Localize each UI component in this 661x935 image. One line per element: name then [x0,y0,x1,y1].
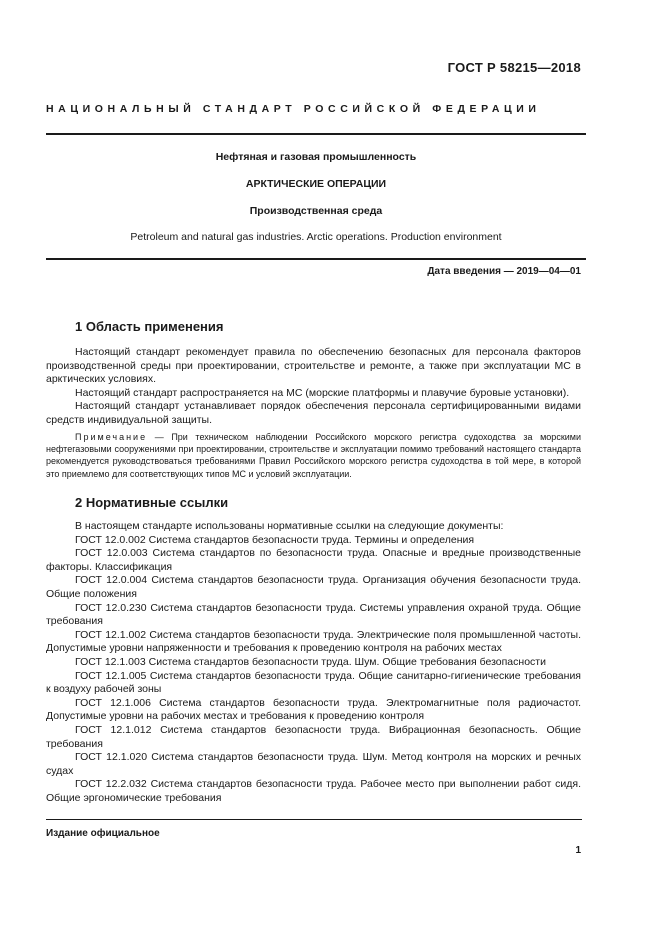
standard-subtitle: Производственная среда [249,205,383,217]
industry-title: Нефтяная и газовая промышленность [215,151,417,163]
reference-item: ГОСТ 12.1.005 Система стандартов безопасности труда. Общие санитарно-гигиенические требования к воздуху рабочей зоны [46,669,581,696]
reference-item: ГОСТ 12.1.020 Система стандартов безопасности труда. Шум. Метод контроля на морских и речных судах [46,751,581,777]
section-1-paragraph: Настоящий стандарт устанавливает порядок обеспечения персонала сертифицированными видами средств индивидуальной защиты. [46,400,581,426]
reference-item: ГОСТ 12.0.003 Система стандартов по безопасности труда. Опасные и вредные производственные факторы. Классификация [46,547,581,573]
reference-item: ГОСТ 12.2.032 Система стандартов безопасности труда. Рабочее место при выполнении работ сидя. Общие эргономические требования [46,778,581,804]
english-title: Petroleum and natural gas industries. Arctic operations. Production environment [130,231,502,243]
section-2-body [46,520,581,805]
section-1-heading: 1 Область применения [75,319,224,334]
official-edition-label: Издание официальное [46,828,160,839]
section-2-heading: 2 Нормативные ссылки [75,495,229,510]
section-1-note [46,431,581,480]
reference-item: ГОСТ 12.1.003 Система стандартов безопасности труда. Шум. Общие требования безопасности [75,655,546,668]
national-standard-heading: НАЦИОНАЛЬНЫЙ СТАНДАРТ РОССИЙСКОЙ ФЕДЕРАЦИИ [46,103,541,115]
reference-item: ГОСТ 12.1.012 Система стандартов безопасности труда. Вибрационная безопасность. Общие требования [46,723,581,750]
title-rule [46,258,586,260]
section-1-body [46,346,581,428]
reference-item: ГОСТ 12.0.004 Система стандартов безопасности труда. Организация обучения безопасности труда. Общие положения [46,574,581,600]
document-code: ГОСТ Р 58215—2018 [447,60,581,75]
reference-item: ГОСТ 12.1.002 Система стандартов безопасности труда. Электрические поля промышленной частоты. Допустимые уровни напряженности и требования к проведению контроля на рабочих местах [46,628,581,655]
section-1-paragraph: Настоящий стандарт рекомендует правила по обеспечению безопасных для персонала факторов производственной среды при проектировании, строительстве и ремонте, а также при эксплуатации МС в арктических условиях. [46,346,581,386]
standard-title: АРКТИЧЕСКИЕ ОПЕРАЦИИ [245,178,387,190]
reference-item: ГОСТ 12.0.230 Система стандартов безопасности труда. Системы управления охраной труда. Общие требования [46,601,581,628]
introduction-date: Дата введения — 2019—04—01 [427,266,581,277]
note-text: — При техническом наблюдении Российского морского регистра судоходства за морскими нефтегазовыми сооружениями при проектировании, строительстве и эксплуатации помимо требований настоящего стандарта рекомендуется руководствоваться требованиями Правил Российского морского регистра судоходства в той мере, в которой это приемлемо для соответствующих типов МС и условий эксплуатации. [46,432,581,479]
section-2-intro: В настоящем стандарте использованы нормативные ссылки на следующие документы: [75,520,504,532]
footer-rule [46,819,582,820]
page-number: 1 [575,845,581,856]
reference-item: ГОСТ 12.0.002 Система стандартов безопасности труда. Термины и определения [75,533,475,546]
section-1-paragraph: Настоящий стандарт распространяется на МС (морские платформы и плавучие буровые установки). [75,386,570,399]
reference-item: ГОСТ 12.1.006 Система стандартов безопасности труда. Электромагнитные поля радиочастот. Допустимые уровни на рабочих местах и требования к проведению контроля [46,696,581,723]
note-label: Примечание [75,432,148,442]
top-rule [46,133,586,135]
